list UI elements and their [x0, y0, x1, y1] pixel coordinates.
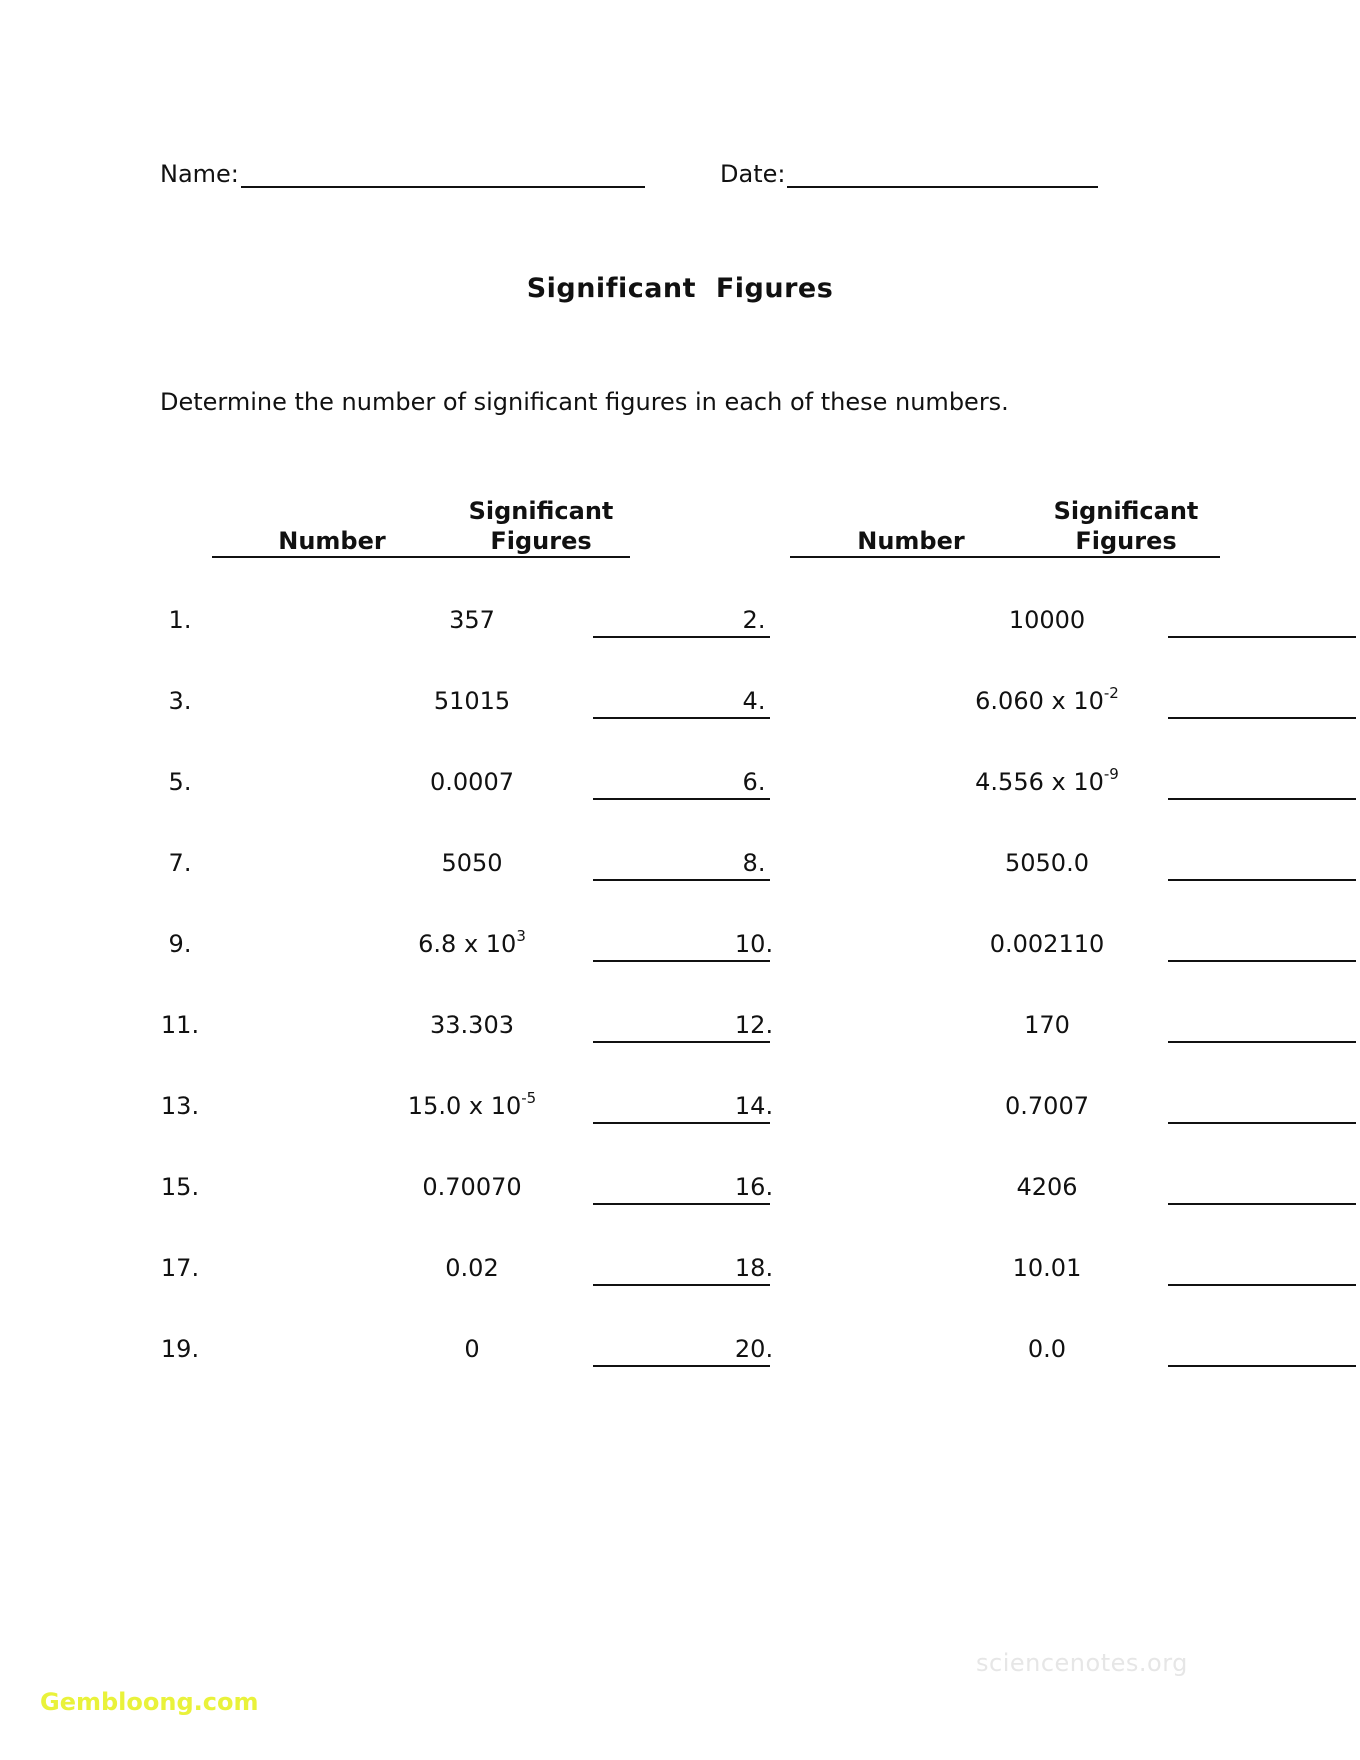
problem-row: [714, 1086, 1360, 1126]
name-label: Name:: [160, 160, 239, 188]
number-column-header: Number: [857, 527, 965, 555]
watermark: sciencenotes.org: [976, 1649, 1188, 1677]
value-base: 170: [1024, 1011, 1070, 1039]
answer-blank[interactable]: [1168, 1365, 1356, 1367]
problem-value: [926, 600, 1168, 640]
value-exponent: -9: [1103, 765, 1119, 783]
problem-value: [352, 1005, 592, 1045]
answer-blank[interactable]: [1168, 1122, 1356, 1124]
value-base: 15.0 x 10: [407, 1092, 522, 1120]
problem-row: [140, 924, 800, 964]
sig-figs-column-header: [1032, 496, 1220, 556]
problem-number: 19.: [160, 1335, 200, 1363]
site-logo: Gembloong.com: [40, 1688, 259, 1716]
sig-header-line1: Significant: [468, 497, 614, 525]
value-base: 5050: [441, 849, 503, 877]
problem-number: 13.: [160, 1092, 200, 1120]
problem-row: [714, 762, 1360, 802]
problem-number: 3.: [168, 687, 192, 715]
answer-blank[interactable]: [1168, 1203, 1356, 1205]
problem-row: [714, 924, 1360, 964]
answer-blank[interactable]: [1168, 960, 1356, 962]
problem-number: 18.: [734, 1254, 774, 1282]
problem-value: [352, 1248, 592, 1288]
problem-number: 10.: [734, 930, 774, 958]
sig-header-line2: Figures: [1075, 527, 1177, 555]
value-base: 357: [449, 606, 495, 634]
problem-number: 6.: [742, 768, 766, 796]
value-base: 0.0007: [430, 768, 514, 796]
problem-number: 9.: [168, 930, 192, 958]
problem-value: [352, 1086, 592, 1126]
name-field[interactable]: [160, 160, 645, 188]
answer-blank[interactable]: [1168, 879, 1356, 881]
problem-number: 8.: [742, 849, 766, 877]
problem-row: [714, 681, 1360, 721]
sig-header-line2: Figures: [490, 527, 592, 555]
problem-row: [140, 681, 800, 721]
problem-number: 5.: [168, 768, 192, 796]
problem-row: [140, 1086, 800, 1126]
answer-blank[interactable]: [1168, 636, 1356, 638]
problem-value: [926, 924, 1168, 964]
problem-row: [714, 1329, 1360, 1369]
problem-value: [352, 1167, 592, 1207]
problem-number: 7.: [168, 849, 192, 877]
problem-number: 14.: [734, 1092, 774, 1120]
problem-number: 15.: [160, 1173, 200, 1201]
problem-row: [714, 1005, 1360, 1045]
value-base: 0: [464, 1335, 480, 1363]
value-base: 6.060 x 10: [975, 687, 1104, 715]
value-exponent: -5: [521, 1089, 537, 1107]
value-base: 4206: [1016, 1173, 1078, 1201]
value-base: 6.8 x 10: [418, 930, 517, 958]
instructions: Determine the number of significant figures in each of these numbers.: [160, 388, 1009, 416]
problem-row: [714, 600, 1360, 640]
problem-value: [926, 681, 1168, 721]
problem-row: [140, 843, 800, 883]
problem-row: [714, 1248, 1360, 1288]
answer-blank[interactable]: [1168, 1041, 1356, 1043]
value-base: 0.7007: [1005, 1092, 1089, 1120]
problem-number: 1.: [168, 606, 192, 634]
problem-number: 11.: [160, 1011, 200, 1039]
problem-value: [926, 843, 1168, 883]
problem-row: [140, 1005, 800, 1045]
value-base: 0.70070: [422, 1173, 522, 1201]
date-label: Date:: [720, 160, 786, 188]
problem-value: [926, 1248, 1168, 1288]
problem-row: [714, 843, 1360, 883]
problem-row: [140, 762, 800, 802]
value-base: 51015: [433, 687, 511, 715]
sig-figs-column-header: [452, 496, 630, 556]
problem-value: [352, 762, 592, 802]
problem-value: [926, 1086, 1168, 1126]
worksheet-title: Significant Figures: [526, 273, 834, 304]
value-base: 10.01: [1012, 1254, 1082, 1282]
problem-value: [352, 924, 592, 964]
value-base: 4.556 x 10: [975, 768, 1104, 796]
problem-value: [352, 681, 592, 721]
value-exponent: -2: [1103, 684, 1119, 702]
problem-number: 20.: [734, 1335, 774, 1363]
column-header-right: [790, 492, 1220, 558]
answer-blank[interactable]: [1168, 798, 1356, 800]
value-base: 10000: [1008, 606, 1086, 634]
value-base: 0.002110: [989, 930, 1105, 958]
number-column-header: Number: [278, 527, 386, 555]
problem-value: [926, 1329, 1168, 1369]
problem-row: [714, 1167, 1360, 1207]
problem-number: 2.: [742, 606, 766, 634]
name-blank[interactable]: [241, 160, 645, 188]
problem-value: [926, 762, 1168, 802]
problem-value: [352, 843, 592, 883]
problem-number: 4.: [742, 687, 766, 715]
problem-row: [140, 1167, 800, 1207]
value-base: 0.0: [1027, 1335, 1067, 1363]
answer-blank[interactable]: [1168, 1284, 1356, 1286]
answer-blank[interactable]: [1168, 717, 1356, 719]
problem-value: [352, 600, 592, 640]
value-base: 5050.0: [1005, 849, 1089, 877]
problem-row: [140, 1248, 800, 1288]
problem-row: [140, 1329, 800, 1369]
problem-row: [140, 600, 800, 640]
sig-header-line1: Significant: [1053, 497, 1199, 525]
problem-number: 16.: [734, 1173, 774, 1201]
value-base: 33.303: [430, 1011, 514, 1039]
problem-value: [926, 1167, 1168, 1207]
problem-value: [926, 1005, 1168, 1045]
problem-number: 12.: [734, 1011, 774, 1039]
problem-value: [352, 1329, 592, 1369]
value-base: 0.02: [445, 1254, 499, 1282]
value-exponent: 3: [516, 927, 526, 945]
column-header-left: [212, 492, 630, 558]
date-field[interactable]: [720, 160, 1098, 188]
date-blank[interactable]: [787, 160, 1098, 188]
problem-number: 17.: [160, 1254, 200, 1282]
